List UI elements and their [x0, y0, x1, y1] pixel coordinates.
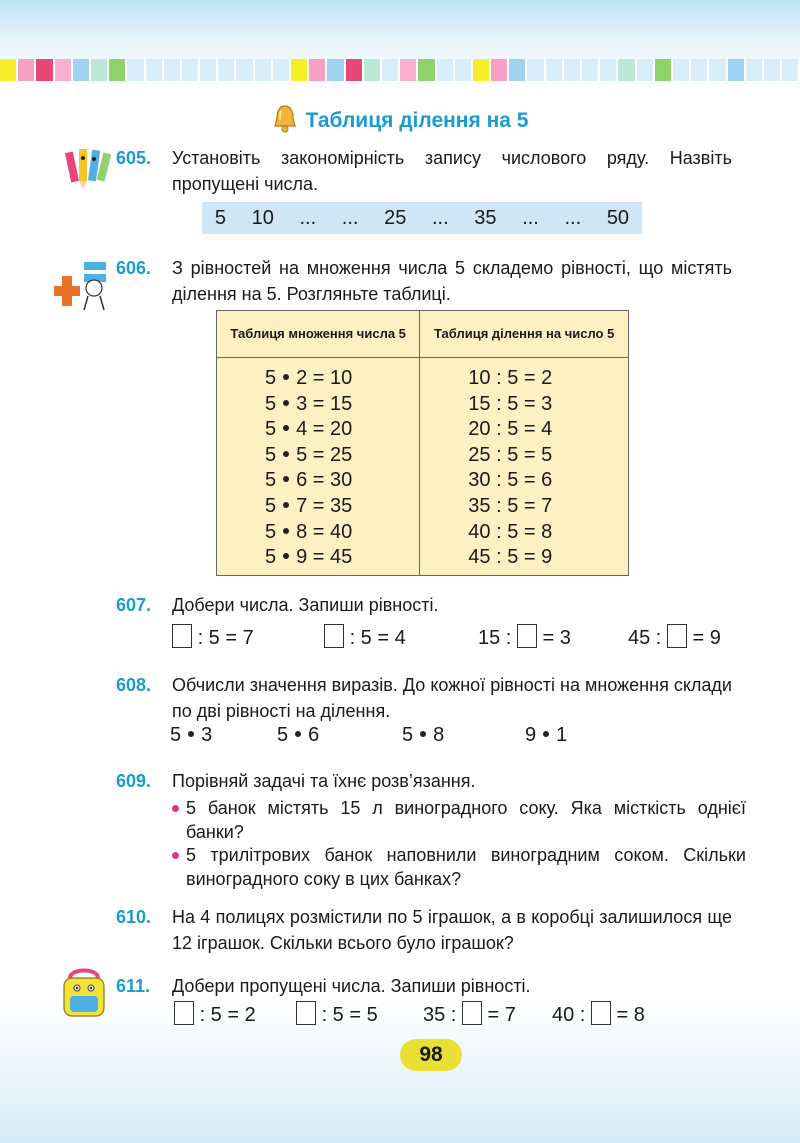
strip-segment	[618, 59, 636, 81]
expression: 5 6	[277, 724, 320, 746]
strip-segment	[164, 59, 182, 81]
mult-equation: 5 5 = 25	[265, 443, 353, 466]
math-signs-icon	[54, 256, 114, 319]
sequence-item: 10	[251, 207, 274, 229]
strip-segment	[546, 59, 564, 81]
div-equation: 30 : 5 = 6	[468, 469, 553, 492]
mult-equation: 5 2 = 10	[265, 367, 353, 389]
sequence-item: ...	[564, 207, 582, 229]
strip-segment	[18, 59, 36, 81]
exercise-609-text: Порівняй задачі та їхнє розв’язання.	[172, 771, 476, 791]
answer-box[interactable]	[172, 624, 192, 648]
exercise-611-number: 611.	[116, 976, 151, 996]
exercise-608-number: 608.	[116, 675, 152, 695]
strip-segment	[728, 59, 746, 81]
div-equation: 15 : 5 = 3	[468, 392, 553, 415]
expression: 5 8	[402, 724, 445, 746]
exercise-611-text: Добери пропущені числа. Запиши рівності.	[172, 976, 531, 996]
exercise-610-text: На 4 полицях розмістили по 5 іграшок, а в коробці залишилося ще 12 іграшок. Скільки всього було іграшок?	[172, 907, 732, 953]
sequence-item: 50	[606, 207, 630, 229]
mult-equation: 5 3 = 15	[265, 392, 353, 415]
strip-segment	[127, 59, 145, 81]
expression: 9 1	[525, 724, 568, 746]
strip-segment	[346, 59, 364, 81]
multiplication-column	[217, 358, 420, 576]
sequence-item: 35	[474, 207, 497, 229]
division-table	[216, 310, 629, 576]
mult-equation: 5 8 = 40	[265, 520, 353, 543]
bullet-item: 5 банок містять 15 л виноградного соку. Яка місткість однієї банки?	[172, 796, 746, 844]
strip-segment	[509, 59, 527, 81]
bullet-icon	[172, 805, 179, 812]
bell-icon	[272, 103, 298, 138]
strip-segment	[455, 59, 473, 81]
strip-segment	[0, 59, 18, 81]
strip-segment	[291, 59, 309, 81]
strip-segment	[437, 59, 455, 81]
strip-segment	[673, 59, 691, 81]
answer-box[interactable]	[296, 1001, 316, 1025]
sequence-item: 25	[384, 207, 407, 229]
answer-box[interactable]	[462, 1001, 482, 1025]
equation-607-4: 45 : = 9	[628, 624, 721, 650]
sequence-item: ...	[299, 207, 317, 229]
answer-box[interactable]	[667, 624, 687, 648]
exercise-607-text: Добери числа. Запиши рівності.	[172, 595, 439, 615]
answer-box[interactable]	[174, 1001, 194, 1025]
answer-box[interactable]	[324, 624, 344, 648]
strip-segment	[527, 59, 545, 81]
div-equation: 10 : 5 = 2	[468, 367, 553, 389]
strip-segment	[218, 59, 236, 81]
strip-segment	[109, 59, 127, 81]
strip-segment	[764, 59, 782, 81]
strip-segment	[655, 59, 673, 81]
bullet-icon	[172, 852, 179, 859]
strip-segment	[473, 59, 491, 81]
strip-segment	[709, 59, 727, 81]
strip-segment	[691, 59, 709, 81]
mult-equation: 5 9 = 45	[265, 546, 353, 569]
strip-segment	[491, 59, 509, 81]
strip-segment	[182, 59, 200, 81]
exercise-605-text: Установіть закономірність запису числового ряду. Назвіть пропущені числа.	[172, 148, 732, 194]
exercise-608-text: Обчисли значення виразів. До кожної рівності на множення склади по дві рівності на ділення.	[172, 675, 732, 721]
strip-segment	[36, 59, 54, 81]
title-row	[0, 103, 800, 138]
strip-segment	[600, 59, 618, 81]
equation-607-3: 15 : = 3	[478, 624, 571, 650]
strip-segment	[55, 59, 73, 81]
strip-segment	[746, 59, 764, 81]
number-sequence	[202, 202, 642, 234]
mult-equation: 5 4 = 20	[265, 418, 353, 441]
div-equation: 20 : 5 = 4	[468, 418, 553, 441]
answer-box[interactable]	[591, 1001, 611, 1025]
equation-611-3: 35 : = 7	[423, 1001, 516, 1027]
backpack-icon	[58, 966, 110, 1025]
equation-607-2: : 5 = 4	[324, 624, 406, 650]
mult-equation: 5 7 = 35	[265, 494, 353, 517]
expression: 5 3	[170, 724, 213, 746]
strip-segment	[236, 59, 254, 81]
strip-segment	[564, 59, 582, 81]
exercise-609-number: 609.	[116, 771, 152, 791]
strip-segment	[400, 59, 418, 81]
strip-segment	[418, 59, 436, 81]
strip-segment	[91, 59, 109, 81]
strip-segment	[327, 59, 345, 81]
equation-611-1: : 5 = 2	[174, 1001, 256, 1027]
page-title: Таблиця ділення на 5	[305, 109, 529, 132]
exercise-605-number: 605.	[116, 148, 152, 168]
sequence-item: ...	[522, 207, 539, 229]
sequence-item: ...	[431, 207, 449, 229]
strip-segment	[73, 59, 91, 81]
bullet-item: 5 трилітрових банок наповнили виноградним соком. Скільки виноградного соку в цих банках?	[172, 843, 746, 891]
equation-611-2: : 5 = 5	[296, 1001, 378, 1027]
strip-segment	[582, 59, 600, 81]
strip-segment	[782, 59, 800, 81]
strip-segment	[146, 59, 164, 81]
div-equation: 35 : 5 = 7	[468, 494, 553, 517]
exercise-610-number: 610.	[116, 907, 152, 927]
sequence-item: 5	[214, 207, 226, 229]
strip-segment	[255, 59, 273, 81]
page-number: 98	[400, 1039, 462, 1071]
answer-box[interactable]	[517, 624, 537, 648]
exercise-607-number: 607.	[116, 595, 152, 615]
equation-611-4: 40 : = 8	[552, 1001, 645, 1027]
div-equation: 25 : 5 = 5	[468, 443, 553, 466]
strip-segment	[273, 59, 291, 81]
div-equation: 40 : 5 = 8	[468, 520, 553, 543]
header-color-strip	[0, 59, 800, 81]
division-column	[420, 358, 629, 576]
strip-segment	[637, 59, 655, 81]
pencils-icon	[62, 144, 114, 195]
strip-segment	[309, 59, 327, 81]
div-equation: 45 : 5 = 9	[468, 546, 553, 569]
table-header-division: Таблиця ділення на число 5	[420, 311, 629, 358]
strip-segment	[364, 59, 382, 81]
exercise-606-text: З рівностей на множення числа 5 складемо рівності, що містять ділення на 5. Розгляньте таблиці.	[172, 258, 732, 304]
strip-segment	[200, 59, 218, 81]
exercise-606-number: 606.	[116, 258, 152, 278]
mult-equation: 5 6 = 30	[265, 469, 353, 492]
strip-segment	[382, 59, 400, 81]
table-header-multiplication: Таблиця множення числа 5	[217, 311, 420, 358]
sequence-item: ...	[341, 207, 359, 229]
equation-607-1: : 5 = 7	[172, 624, 254, 650]
